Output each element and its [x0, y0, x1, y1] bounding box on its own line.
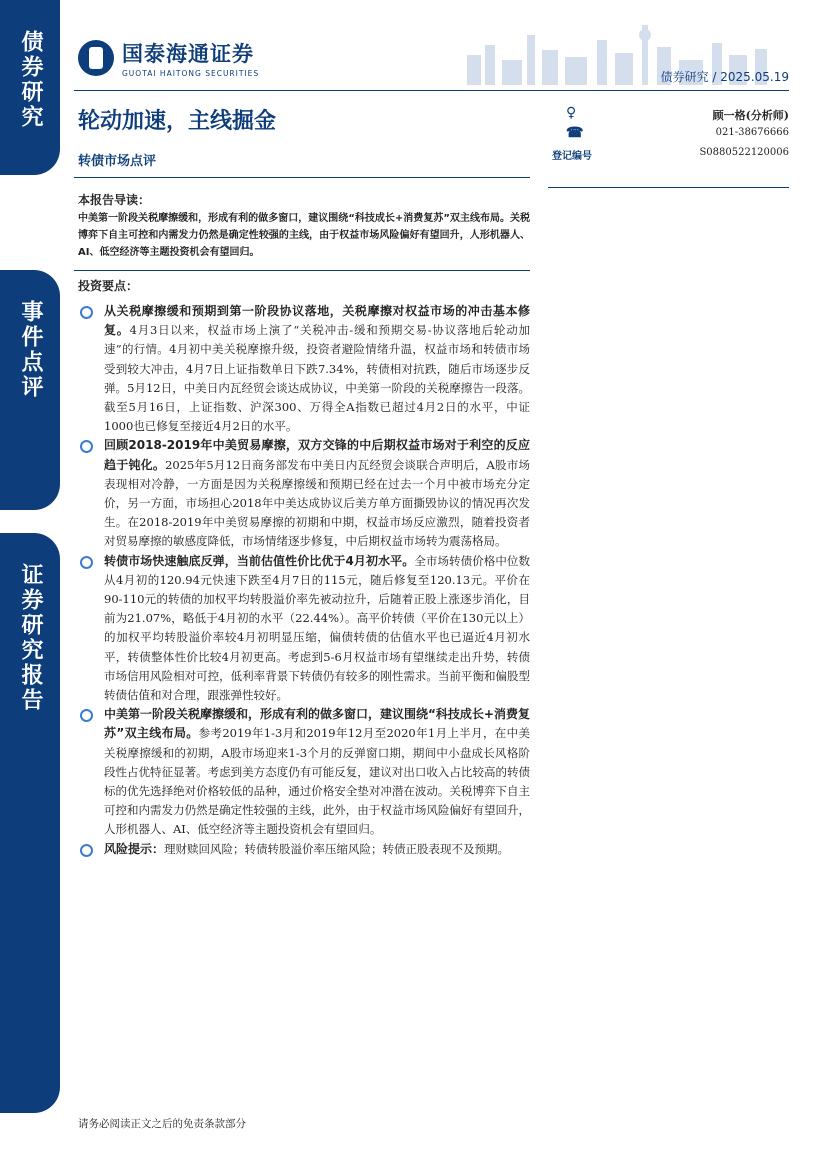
disclaimer-footer: 请务必阅读正文之后的免责条款部分	[78, 1118, 246, 1130]
list-item: 从关税摩擦缓和预期到第一阶段协议落地，关税摩擦对权益市场的冲击基本修复。4月3日以来，权益市场上演了“关税冲击-缓和预期交易-协议落地后轮动加速”的行情。4月初中美关税摩擦升级，投资者避险情绪升温，权益市场和转债市场受到较大冲击，4月7日上证指数单日下跌7.34%，转债相对抗跌，随后市场逐步反弹。5月12日，中美日内瓦经贸会谈达成协议，中美第一阶段的关税摩擦告一段落。截至5月16日，上证指数、沪深300、万得全A指数已超过4月2日的水平，中证1000也已修复至接近4月2日的水平。	[78, 302, 530, 436]
bullet-icon	[80, 306, 93, 319]
analyst-name: 顾一格(分析师)	[712, 109, 789, 122]
sidebar-block-type: 事件点评	[0, 270, 60, 510]
header	[60, 0, 827, 92]
sidebar-block-category: 债券研究	[0, 0, 60, 175]
list-item: 风险提示：理财赎回风险；转债转股溢价率压缩风险；转债正股表现不及预期。	[78, 840, 530, 859]
analyst-info	[548, 105, 789, 165]
guide-divider	[74, 270, 530, 271]
logo-text-en: GUOTAI HAITONG SECURITIES	[122, 69, 260, 78]
bullet-icon	[80, 556, 93, 569]
title-divider	[74, 177, 530, 178]
analyst-reg-no: S0880522120006	[699, 147, 789, 158]
reg-label: 登记编号	[552, 151, 592, 162]
list-item: 回顾2018-2019年中美贸易摩擦，双方交锋的中后期权益市场对于利空的反应趋于钝化。2025年5月12日商务部发布中美日内瓦经贸会谈联合声明后，A股市场表现相对冷静，一方面是因为关税摩擦缓和预期已经在过去一个月中被市场充分定价，另一方面，市场担心2018年中美达成协议后美方单方面撕毁协议的情况再次发生。在2018-2019年中美贸易摩擦的初期和中期，权益市场反应激烈，随着投资者对贸易摩擦的敏感度降低，市场情绪逐步修复，中后期权益市场转为震荡格局。	[78, 436, 530, 551]
bullet-icon	[80, 709, 93, 722]
phone-icon: ☎	[566, 125, 584, 141]
list-item: 转债市场快速触底反弹，当前估值性价比优于4月初水平。全市场转债价格中位数从4月初的120.94元快速下跌至4月7日的115元，随后修复至120.13元。平价在90-110元的转债的加权平均转股溢价率先被动拉升，后随着正股上涨逐步消化，目前为21.07%，略低于4月初的水平（22.44%）。高平价转债（平价在130元以上）的加权平均转股溢价率较4月初明显压缩，偏债转债的估值水平也已逼近4月初水平，转债整体性价比较4月初更高。考虑到5-6月权益市场有望继续走出升势，转债市场信用风险相对可控，低利率背景下转债仍有较多的刚性需求。当前平衡和偏股型转债估值和对合理，跟涨弹性较好。	[78, 552, 530, 706]
analyst-phone: 021-38676666	[715, 127, 789, 138]
globe-logo-icon	[78, 40, 114, 76]
page-subtitle: 转债市场点评	[78, 154, 157, 169]
logo	[78, 38, 259, 78]
header-divider	[74, 90, 789, 91]
list-item: 中美第一阶段关税摩擦缓和，形成有利的做多窗口，建议围绕“科技成长+消费复苏”双主线布局。参考2019年1-3月和2019年12月至2020年1月上半月，在中美关税摩擦缓和的初期，A股市场迎来1-3个月的反弹窗口期，期间中小盘成长风格阶段性占优特征显著。考虑到美方态度仍有可能反复，建议对出口收入占比较高的转债标的优先选择绝对价格较低的品种，通过价格安全垫对冲潜在波动。关税博弈下自主可控和内需发力仍然是确定性较强的主线，此外，由于权益市场风险偏好有望回升，人形机器人、AI、低空经济等主题投资机会有望回归。	[78, 705, 530, 839]
key-points-list	[78, 302, 530, 859]
user-icon: ♀	[566, 105, 577, 121]
bullet-icon	[80, 440, 93, 453]
guide-heading: 本报告导读：	[78, 193, 151, 207]
guide-text: 中美第一阶段关税摩擦缓和，形成有利的做多窗口，建议围绕“科技成长+消费复苏”双主线布局。关税博弈下自主可控和内需发力仍然是确定性较强的主线，由于权益市场风险偏好有望回升，人形机器人、AI、低空经济等主题投资机会有望回归。	[78, 213, 530, 258]
logo-text-cn: 国泰海通证券	[122, 42, 254, 66]
category-date: 债券研究 / 2025.05.19	[660, 70, 789, 84]
bullet-icon	[80, 844, 93, 857]
analyst-divider	[548, 187, 789, 188]
page-title: 轮动加速，主线掘金	[78, 109, 277, 134]
key-points-heading: 投资要点：	[78, 279, 139, 293]
sidebar-block-report: 证券研究报告	[0, 533, 60, 1113]
sidebar	[0, 0, 60, 1169]
